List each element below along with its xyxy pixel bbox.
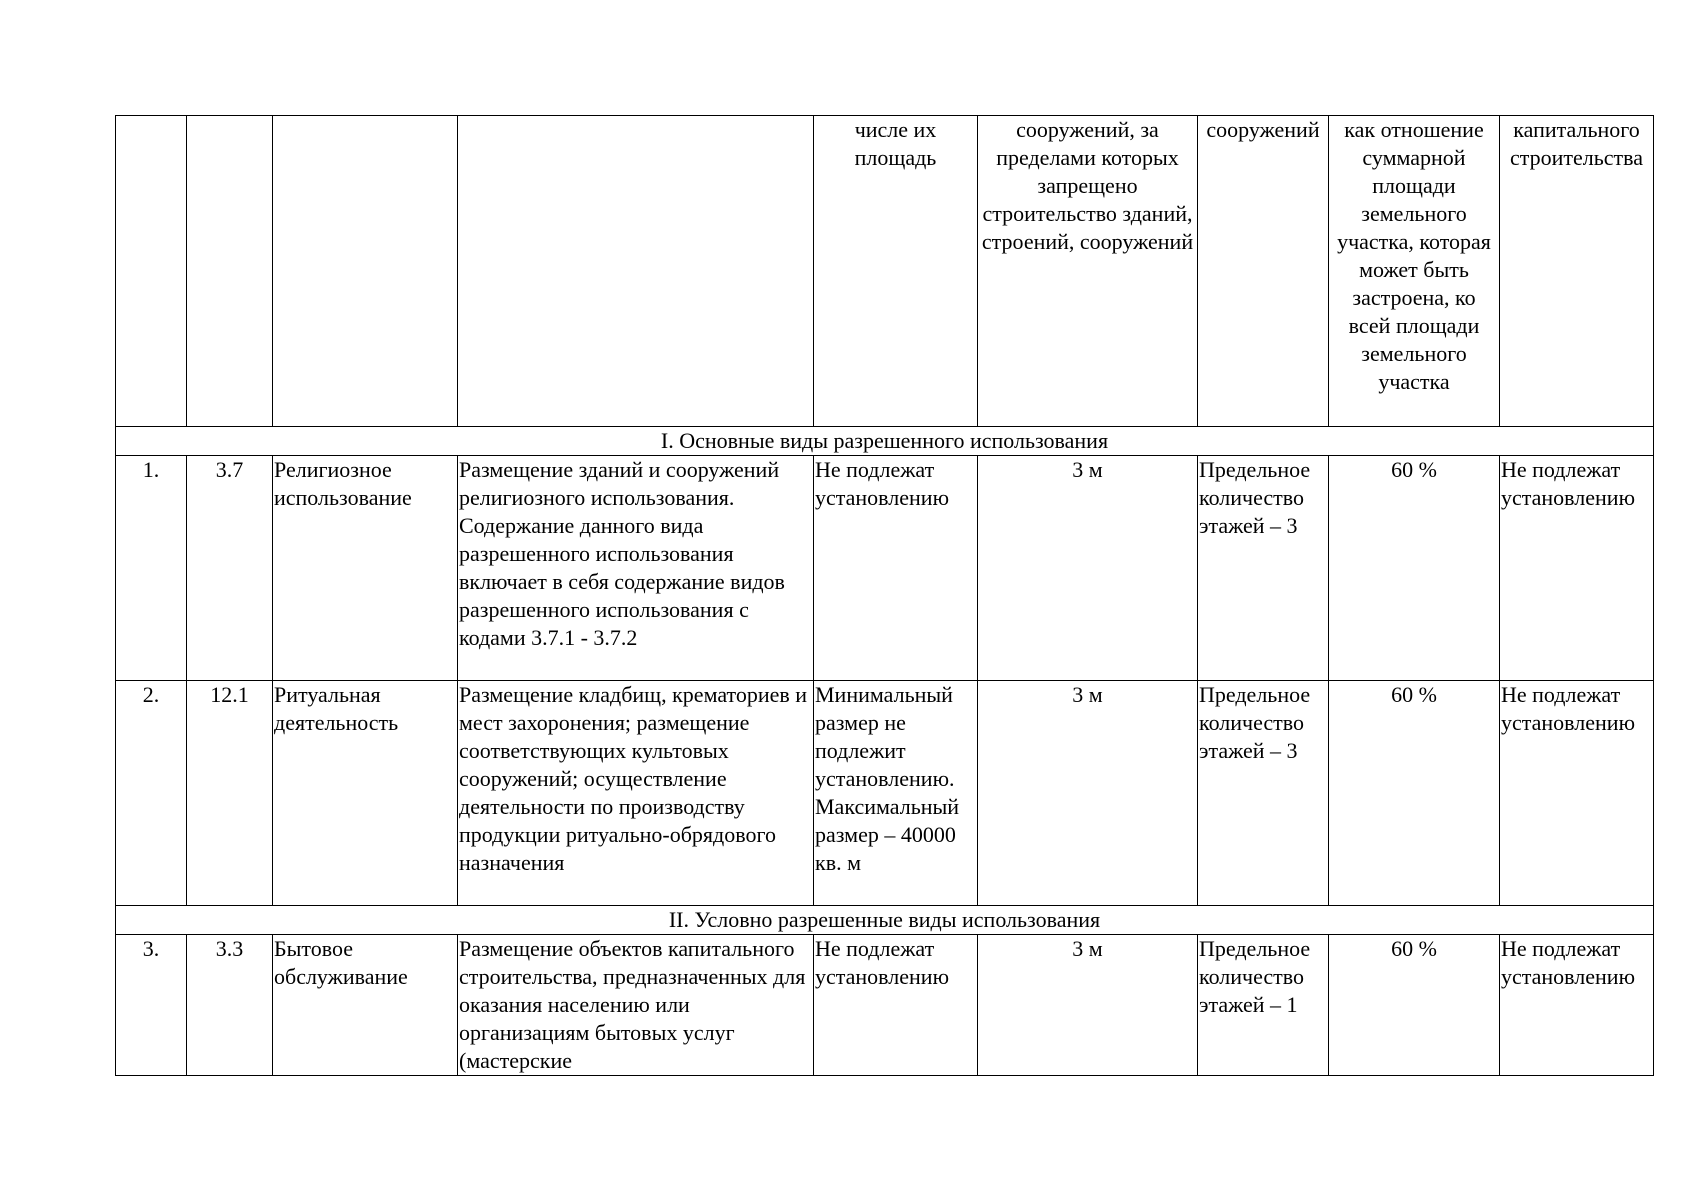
row-size: Минимальный размер не подлежит установлению. Максимальный размер – 40000 кв. м: [814, 681, 978, 906]
zoning-regulations-table: [115, 115, 1654, 1076]
row-setback: 3 м: [978, 935, 1198, 1076]
row-size: Не подлежат установлению: [814, 935, 978, 1076]
row-description: Размещение зданий и сооружений религиозного использования. Содержание данного вида разрешенного использования включает в себя содержание видов разрешенного использования с кодами 3.7.1 - 3.7.2: [458, 456, 814, 681]
row-number: 2.: [116, 681, 187, 906]
header-cell-capital: капитального строительства: [1500, 116, 1654, 427]
header-cell-description: [458, 116, 814, 427]
table-header-row: [116, 116, 1654, 427]
row-floors: Предельное количество этажей – 3: [1198, 456, 1329, 681]
table-row: [116, 681, 1654, 906]
row-capital: Не подлежат установлению: [1500, 681, 1654, 906]
table-row: [116, 456, 1654, 681]
row-code: 12.1: [187, 681, 273, 906]
row-description: Размещение кладбищ, крематориев и мест захоронения; размещение соответствующих культовых сооружений; осуществление деятельности по производству продукции ритуально-обрядового назначения: [458, 681, 814, 906]
row-name: Бытовое обслуживание: [273, 935, 458, 1076]
row-setback: 3 м: [978, 456, 1198, 681]
row-size: Не подлежат установлению: [814, 456, 978, 681]
section-row: [116, 906, 1654, 935]
row-code: 3.3: [187, 935, 273, 1076]
header-cell-code: [187, 116, 273, 427]
row-capital: Не подлежат установлению: [1500, 935, 1654, 1076]
header-cell-size: числе их площадь: [814, 116, 978, 427]
row-name: Религиозное использование: [273, 456, 458, 681]
header-cell-coverage: как отношение суммарной площади земельного участка, которая может быть застроена, ко всей площади земельного участка: [1329, 116, 1500, 427]
row-setback: 3 м: [978, 681, 1198, 906]
row-description: Размещение объектов капитального строительства, предназначенных для оказания населению или организациям бытовых услуг (мастерские: [458, 935, 814, 1076]
row-coverage: 60 %: [1329, 681, 1500, 906]
row-name: Ритуальная деятельность: [273, 681, 458, 906]
header-cell-floors: сооружений: [1198, 116, 1329, 427]
header-cell-setback: сооружений, за пределами которых запрещено строительство зданий, строений, сооружений: [978, 116, 1198, 427]
row-floors: Предельное количество этажей – 1: [1198, 935, 1329, 1076]
row-code: 3.7: [187, 456, 273, 681]
header-cell-name: [273, 116, 458, 427]
row-capital: Не подлежат установлению: [1500, 456, 1654, 681]
row-coverage: 60 %: [1329, 456, 1500, 681]
section-title: II. Условно разрешенные виды использования: [116, 906, 1654, 935]
row-number: 3.: [116, 935, 187, 1076]
row-coverage: 60 %: [1329, 935, 1500, 1076]
section-row: [116, 427, 1654, 456]
section-title: I. Основные виды разрешенного использования: [116, 427, 1654, 456]
header-cell-number: [116, 116, 187, 427]
row-number: 1.: [116, 456, 187, 681]
row-floors: Предельное количество этажей – 3: [1198, 681, 1329, 906]
table-row: [116, 935, 1654, 1076]
